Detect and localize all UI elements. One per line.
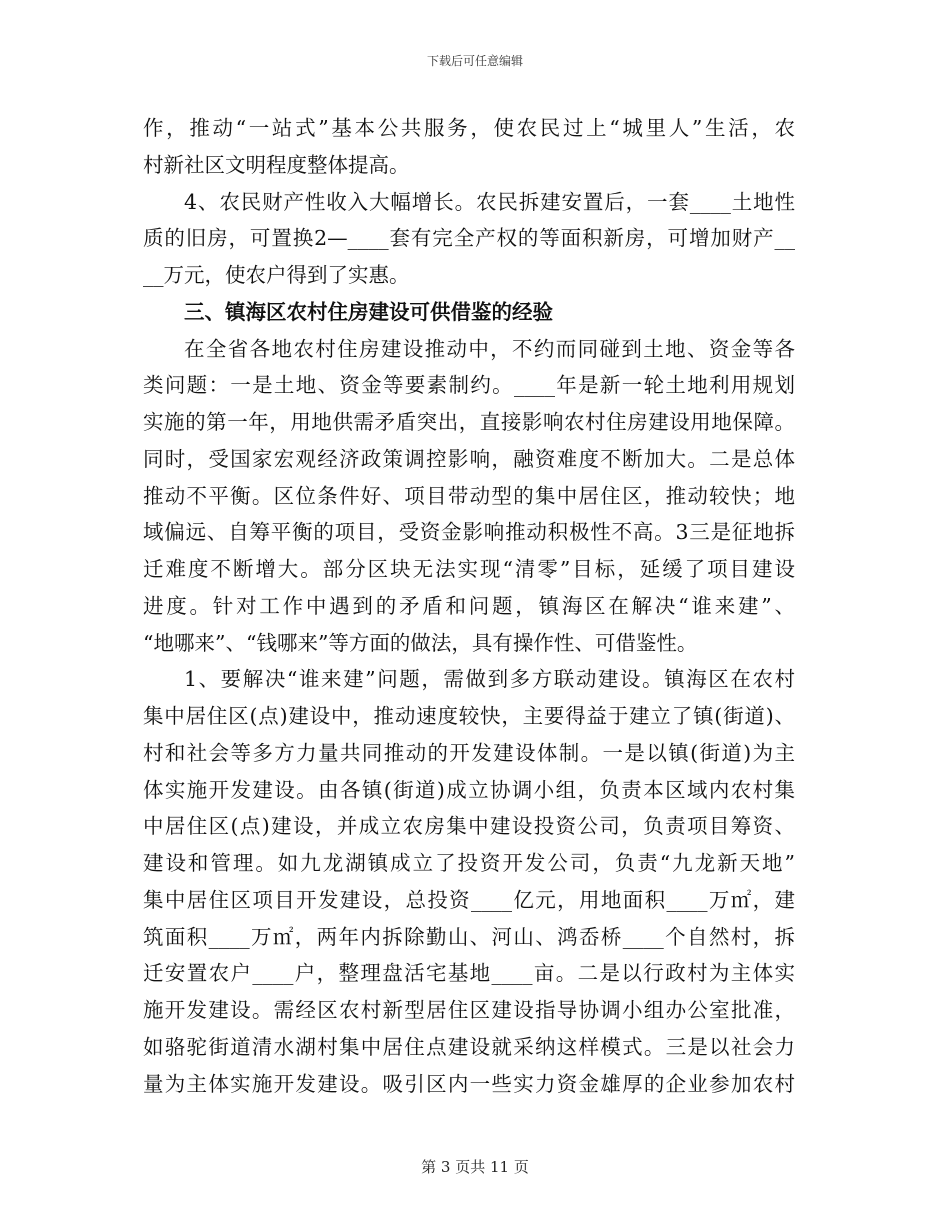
body-text-line: 类问题：一是土地、资金等要素制约。____年是新一轮土地利用规划 — [143, 373, 795, 398]
body-text-line: 村和社会等多方力量共同推动的开发建设体制。一是以镇(街道)为主 — [143, 740, 795, 765]
body-text-line: __万元，使农户得到了实惠。 — [143, 263, 410, 287]
body-text-line: “地哪来”、“钱哪来”等方面的做法，具有操作性、可借鉴性。 — [143, 630, 698, 655]
body-text-line: 施开发建设。需经区农村新型居住区建设指导协调小组办公室批准， — [143, 998, 795, 1022]
body-text-line: 4、农民财产性收入大幅增长。农民拆建安置后，一套____土地性 — [184, 189, 795, 214]
page-header: 下载后可任意编辑 — [426, 54, 523, 68]
body-text-line: 迁安置农户____户，整理盘活宅基地____亩。二是以行政村为主体实 — [143, 961, 795, 986]
section-heading: 三、镇海区农村住房建设可供借鉴的经验 — [184, 299, 553, 324]
body-text-line: 筑面积____万㎡，两年内拆除勤山、河山、鸿岙桥____个自然村，拆 — [143, 924, 795, 949]
body-text-line: 1、要解决“谁来建”问题，需做到多方联动建设。镇海区在农村 — [184, 667, 795, 692]
body-text-line: 迁难度不断增大。部分区块无法实现“清零”目标，延缓了项目建设 — [143, 557, 795, 581]
body-text-line: 集中居住区项目开发建设，总投资____亿元，用地面积____万㎡，建 — [143, 887, 795, 912]
body-text-line: 体实施开发建设。由各镇(街道)成立协调小组，负责本区域内农村集 — [143, 777, 795, 802]
body-text-line: 进度。针对工作中遇到的矛盾和问题，镇海区在解决“谁来建”、 — [143, 593, 795, 618]
document-body — [143, 110, 795, 1102]
body-text-line: 同时，受国家宏观经济政策调控影响，融资难度不断加大。二是总体 — [143, 446, 795, 471]
body-text-line: 域偏远、自筹平衡的项目，受资金影响推动积极性不高。3三是征地拆 — [143, 520, 795, 545]
body-text-line: 建设和管理。如九龙湖镇成立了投资开发公司，负责“九龙新天地” — [143, 851, 795, 875]
body-text-line: 如骆驼街道清水湖村集中居住点建设就采纳这样模式。三是以社会力 — [143, 1034, 795, 1059]
body-text-line: 集中居住区(点)建设中，推动速度较快，主要得益于建立了镇(街道)、 — [143, 704, 795, 728]
body-text-line: 中居住区(点)建设，并成立农房集中建设投资公司，负责项目筹资、 — [143, 814, 795, 839]
body-text-line: 推动不平衡。区位条件好、项目带动型的集中居住区，推动较快；地 — [143, 483, 795, 508]
body-text-line: 量为主体实施开发建设。吸引区内一些实力资金雄厚的企业参加农村 — [143, 1071, 795, 1096]
body-text-line: 实施的第一年，用地供需矛盾突出，直接影响农村住房建设用地保障。 — [143, 410, 795, 434]
body-text-line: 在全省各地农村住房建设推动中，不约而同碰到土地、资金等各 — [184, 336, 795, 361]
body-text-line: 质的旧房，可置换2—____套有完全产权的等面积新房，可增加财产__ — [143, 226, 795, 251]
body-text-line: 作，推动“一站式”基本公共服务，使农民过上“城里人”生活，农 — [143, 116, 795, 140]
page-footer: 第 3 页共 11 页 — [421, 1158, 529, 1176]
body-text-line: 村新社区文明程度整体提高。 — [143, 152, 410, 177]
